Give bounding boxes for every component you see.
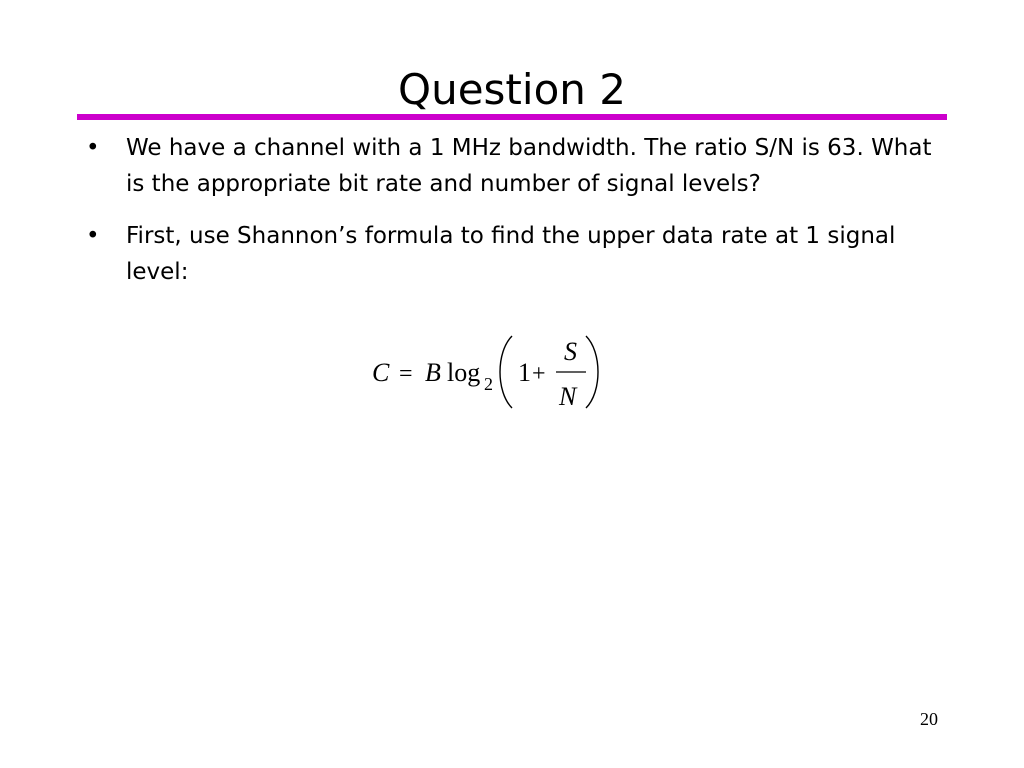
- bullet-point-icon: •: [86, 135, 100, 161]
- formula-one: 1: [518, 358, 531, 387]
- formula-graphic: [368, 330, 608, 414]
- bullet-list: [86, 130, 946, 306]
- formula-signal-symbol: S: [564, 337, 577, 366]
- formula-plus-sign: +: [532, 361, 546, 387]
- bullet-text: We have a channel with a 1 MHz bandwidth. The ratio S/N is 63. What is the appropriate bit rate and number of signal levels?: [126, 135, 932, 197]
- bullet-text: First, use Shannon’s formula to find the upper data rate at 1 signal level:: [126, 223, 896, 285]
- formula-capacity-symbol: C: [372, 358, 390, 387]
- formula-bandwidth-symbol: B: [425, 358, 441, 387]
- right-parenthesis-icon: [586, 336, 598, 408]
- left-parenthesis-icon: [500, 336, 512, 408]
- bullet-item-question: [86, 130, 946, 202]
- slide-title: Question 2: [398, 65, 626, 115]
- shannon-formula: [368, 330, 608, 414]
- title-underline: [77, 114, 947, 120]
- formula-equals-sign: =: [399, 361, 413, 387]
- bullet-item-instruction: [86, 218, 946, 290]
- formula-noise-symbol: N: [559, 382, 577, 411]
- formula-log-base: 2: [484, 374, 493, 394]
- formula-log-function: log: [447, 358, 481, 387]
- page-number: 20: [920, 709, 938, 729]
- bullet-point-icon: •: [86, 223, 100, 249]
